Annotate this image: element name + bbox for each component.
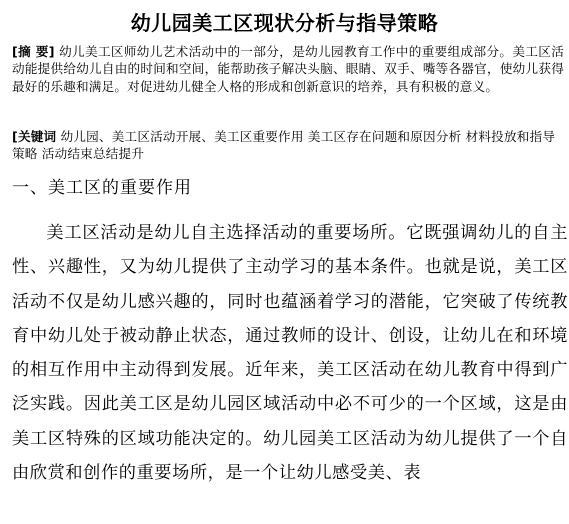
section-heading: 一、美工区的重要作用 bbox=[12, 178, 192, 198]
keywords-text: 幼儿园、美工区活动开展、美工区重要作用 美工区存在问题和原因分析 材料投放和指导策略 活动结束总结提升 bbox=[12, 129, 556, 162]
abstract-label: [摘 要] bbox=[12, 44, 55, 59]
body-paragraph: 美工区活动是幼儿自主选择活动的重要场所。它既强调幼儿的自主性、兴趣性，又为幼儿提供了主动学习的基本条件。也就是说，美工区活动不仅是幼儿感兴趣的，同时也蕴涵着学习的潜能，它突破了传统教育中幼儿处于被动静止状态，通过教师的设计、创设，让幼儿在和环境的相互作用中主动得到发展。近年来，美工区活动在幼儿教育中得到广泛实践。因此美工区是幼儿园区域活动中必不可少的一个区域，这是由美工区特殊的区域功能决定的。幼儿园美工区活动为幼儿提供了一个自由欣赏和创作的重要场所，是一个让幼儿感受美、表 bbox=[12, 223, 568, 484]
abstract-text: 幼儿美工区师幼儿艺术活动中的一部分，是幼儿园教育工作中的重要组成部分。美工区活动能提供给幼儿自由的时间和空间，能帮助孩子解决头脑、眼睛、双手、嘴等各器官，使幼儿获得最好的乐趣和满足。对促进幼儿健全人格的形成和创新意识的培养，具有积极的意义。 bbox=[12, 44, 564, 94]
abstract-block bbox=[12, 43, 564, 95]
document-title: 幼儿园美工区现状分析与指导策略 bbox=[130, 11, 439, 35]
keywords-label: [关键词 bbox=[12, 129, 57, 144]
keywords-block bbox=[12, 128, 564, 163]
